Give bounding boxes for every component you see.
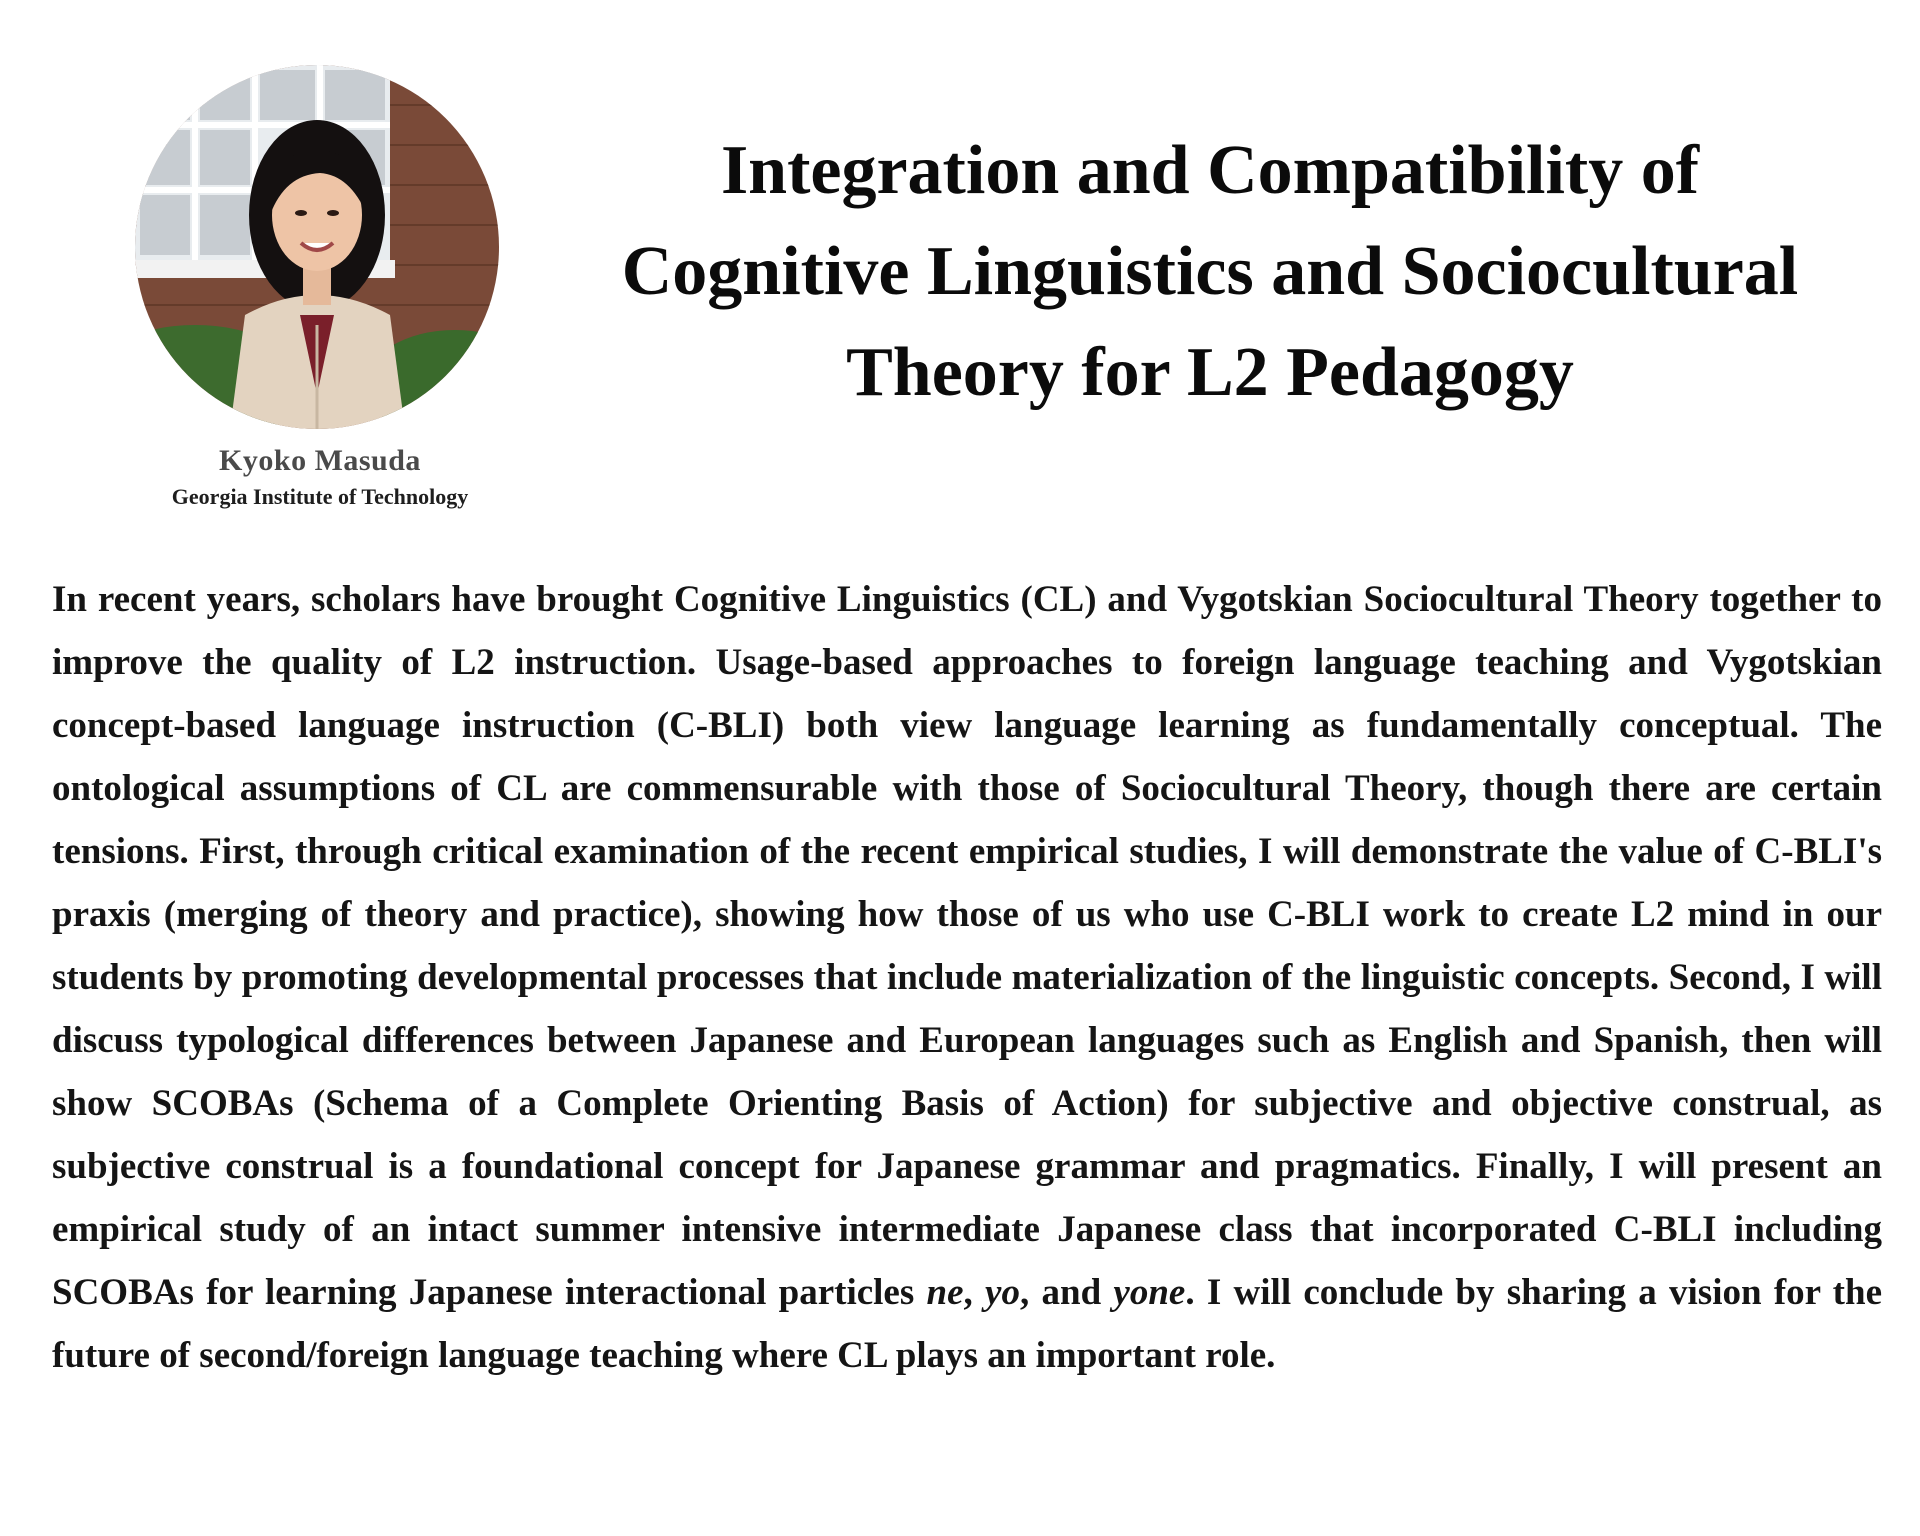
abstract-separator-2: , and — [1019, 1272, 1114, 1313]
speaker-affiliation: Georgia Institute of Technology — [171, 484, 469, 509]
particle-yone: yone — [1113, 1272, 1186, 1313]
abstract-text-part-2: . I will conclude by sharing a vision for the future of second/foreign language teaching where CL plays an important role. — [52, 1272, 1882, 1376]
speaker-name: Kyoko Masuda — [219, 444, 421, 477]
abstract-separator-1: , — [963, 1272, 986, 1313]
speaker-photo-image — [135, 65, 499, 429]
particle-yo: yo — [985, 1272, 1020, 1313]
abstract-text-part-1: In recent years, scholars have brought Cognitive Linguistics (CL) and Vygotskian Sociocultural Theory together to improve the quality of L2 instruction. Usage-based approaches to foreign language teaching and Vygotskian concept-based language instruction (C-BLI) both view language learning as fundamentally conceptual. The ontological assumptions of CL are commensurable with those of Sociocultural Theory, though there are certain tensions. First, through critical examination of the recent empirical studies, I will demonstrate the value of C-BLI's praxis (merging of theory and practice), showing how those of us who use C-BLI work to create L2 mind in our students by promoting developmental processes that include materialization of the linguistic concepts. Second, I will discuss typological differences between Japanese and European languages such as English and Spanish, then will show SCOBAs (Schema of a Complete Orienting Basis of Action) for subjective and objective construal, as subjective construal is a foundational concept for Japanese grammar and pragmatics. Finally, I will present an empirical study of an intact summer intensive intermediate Japanese class that incorporated C-BLI including SCOBAs for learning Japanese interactional particles — [52, 579, 1882, 1313]
particle-ne: ne — [926, 1272, 964, 1313]
talk-title — [570, 120, 1850, 423]
talk-title-line-3: Theory for L2 Pedagogy — [846, 334, 1574, 411]
abstract-paragraph — [52, 568, 1882, 1387]
talk-title-line-2: Cognitive Linguistics and Sociocultural — [621, 233, 1799, 310]
talk-title-line-1: Integration and Compatibility of — [720, 132, 1700, 209]
speaker-photo — [135, 65, 499, 429]
